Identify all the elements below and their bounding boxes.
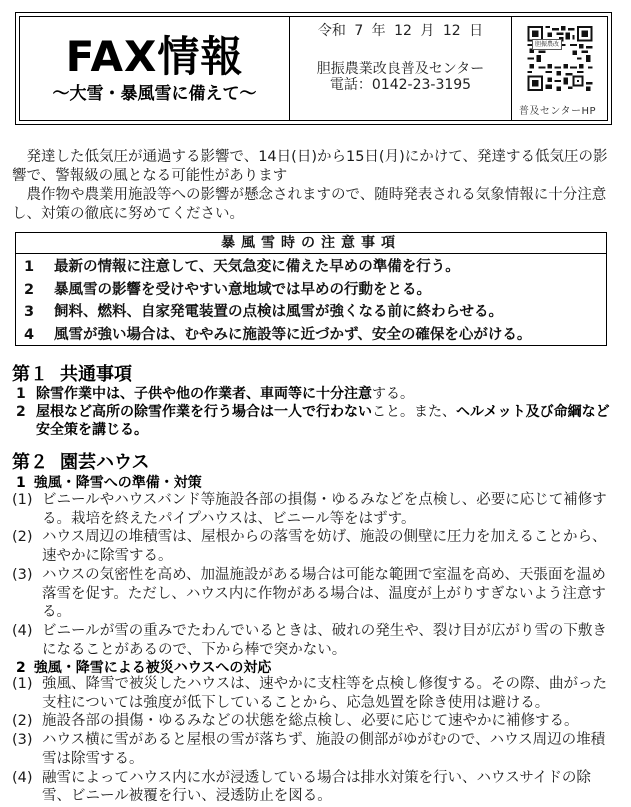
subsection1-number: 1 [16,475,26,491]
subsection1-item [12,491,617,528]
item-label: (2) [12,713,33,730]
qr-logo-badge: 胆振農改 [532,39,562,50]
subsection2-item [12,731,617,768]
header-title-cell [20,17,290,120]
subsection2-number: 2 [16,660,26,676]
section2-number: 第２ [12,452,48,473]
caution-item-text: 風雪が強い場合は、むやみに施設等に近づかず、安全の確保を心がける。 [54,326,532,343]
item-label: (3) [12,566,33,583]
item-label: (4) [12,769,33,786]
caution-list [16,254,606,346]
caution-item [24,256,606,279]
subsection2-items [12,675,617,806]
fax-title: FAX情報 [65,31,244,81]
caution-item [24,279,606,302]
item-text: ビニールが雪の重みでたわんでいるときは、破れの発生や、裂け目が広がり雪の下敷きになることがあるので、下から棒で突かない。 [42,622,607,658]
qr-code-icon[interactable] [525,26,595,91]
phone-number: 電話：0142-23-3195 [329,77,472,93]
subsection2-item [12,675,617,712]
item-label: (3) [12,732,33,749]
section2-title: 園芸ハウス [60,452,150,473]
header-qr-cell [512,17,607,120]
item-text: ハウス周辺の堆積雪は、屋根からの落雪を妨げ、施設の側壁に圧力を加えることから、速やかに除雪する。 [42,529,607,565]
caution-item-number: 1 [24,259,35,275]
item-bold-text: 除雪作業中は、子供や他の作業者、車両等に十分注意 [36,386,372,402]
section1-number: 第１ [12,364,48,385]
item-text: ハウスの気密性を高め、加温施設がある場合は可能な範囲で室温を高め、天張面を温め落雪を促す。ただし、ハウス内に作物がある場合は、温度が上がりすぎないよう注意する。 [42,566,606,621]
intro-paragraph: 発達した低気圧が通過する影響で、14日(日)から15日(月)にかけて、発達する低気圧の影響で、警報級の風となる可能性があります [12,149,608,184]
item-text: する。 [372,386,414,402]
item-text: 融雪によってハウス内に水が浸透している場合は排水対策を行い、ハウスサイドの除雪、ビニール被覆を行い、浸透防止を図る。 [42,769,591,805]
section2-heading [12,452,149,474]
intro-paragraph: 農作物や農業用施設等への影響が懸念されますので、随時発表される気象情報に十分注意し、対策の徹底に努めてください。 [12,187,607,222]
item-number: 1 [16,386,26,402]
caution-item [24,301,606,324]
header-box [15,12,612,125]
subsection2-title: 強風・降雪による被災ハウスへの対応 [33,660,272,676]
subsection2-item [12,712,617,731]
subsection1-items [12,491,617,659]
caution-item-number: 3 [24,304,35,320]
caution-item [24,324,606,347]
fax-subtitle: ～大雪・暴風雪に備えて～ [52,83,257,104]
section1-items [16,385,616,439]
caution-title: 暴風雪時の注意事項 [16,233,606,254]
qr-caption: 普及センターHP [518,106,597,117]
item-label: (1) [12,676,33,692]
subsection1-heading [16,474,202,492]
caution-item-number: 4 [24,326,35,343]
caution-item-text: 飼料、燃料、自家発電装置の点検は風雪が強くなる前に終わらせる。 [54,304,504,320]
item-text: ビニールやハウスバンド等施設各部の損傷・ゆるみなどを点検し、必要に応じて補修する。栽培を終えたパイプハウスは、ビニール等をはずす。 [42,492,607,527]
section1-heading [12,364,132,386]
organization-name: 胆振農業改良普及センター [316,61,485,77]
subsection1-item [12,528,617,565]
intro-text [12,148,617,224]
item-label: (2) [12,529,33,546]
item-label: (1) [12,492,33,508]
item-text: 施設各部の損傷・ゆるみなどの状態を総点検し、必要に応じて速やかに補修する。 [42,713,579,730]
subsection1-item [12,566,617,622]
item-bold-text: 屋根など高所の除雪作業を行う場合は一人で行わない [36,404,372,420]
item-number: 2 [16,404,26,420]
caution-item-text: 最新の情報に注意して、天気急変に備えた早めの準備を行う。 [54,259,460,275]
caution-item-number: 2 [24,281,35,298]
subsection1-item [12,622,617,659]
caution-item-text: 暴風雪の影響を受けやすい意地域では早めの行動をとる。 [54,281,431,298]
item-bold-text: ヘルメット及び命綱など安全策を講じる。 [36,404,610,438]
header-info-cell [290,17,512,120]
section1-item [16,385,616,403]
item-text: ハウス横に雪があると屋根の雪が落ちず、施設の側部がゆがむので、ハウス周辺の堆積雪は除雪する。 [42,732,606,767]
subsection1-title: 強風・降雪への準備・対策 [33,475,202,491]
item-text: こと。また、 [372,404,456,420]
item-text: 強風、降雪で被災したハウスは、速やかに支柱等を点検し修復する。その際、曲がった支柱については強度が低下していることから、応急処置を除き使用は避ける。 [42,676,608,711]
section1-title: 共通事項 [60,364,132,385]
header-inner [19,16,608,121]
issue-date: 令和 7 年 12 月 12 日 [317,23,484,39]
caution-box [15,232,607,346]
subsection2-item [12,769,617,806]
item-label: (4) [12,622,33,639]
section1-item [16,403,616,439]
